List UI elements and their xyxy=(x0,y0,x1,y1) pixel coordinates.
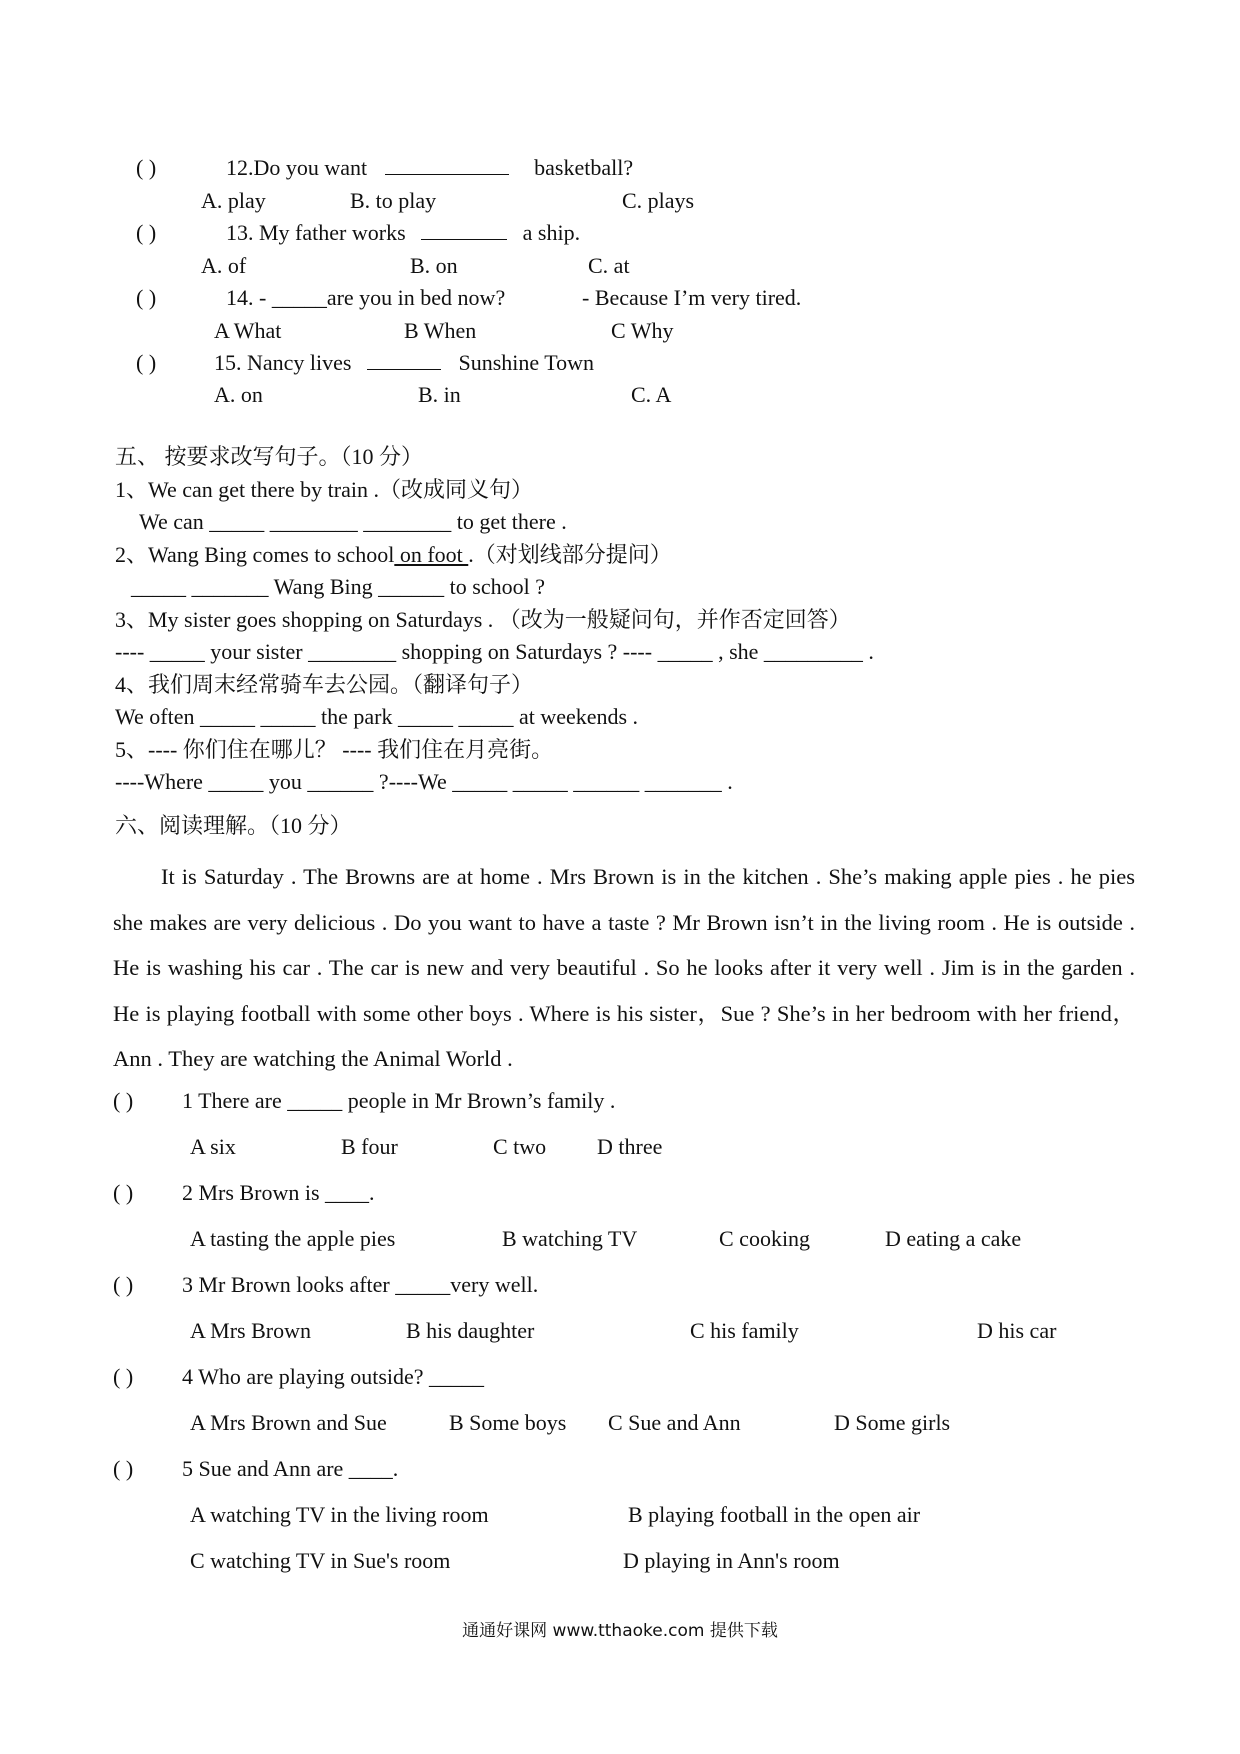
reading-q3-paren: ( ) xyxy=(113,1272,134,1297)
reading-passage xyxy=(113,854,1135,1082)
rewrite-4-answer-line[interactable]: We often _____ _____ the park _____ _____ at weekends . xyxy=(115,704,639,729)
option-c: C his family xyxy=(690,1318,799,1343)
section-5-heading: 五、 按要求改写句子。（10 分） xyxy=(115,444,424,469)
option-c: C watching TV in Sue's room xyxy=(190,1548,451,1573)
option-b: B. on xyxy=(410,253,458,278)
option-d: D eating a cake xyxy=(885,1226,1022,1251)
answer-paren: ( ) xyxy=(136,220,157,245)
option-d: D Some girls xyxy=(834,1410,951,1435)
option-b: B. in xyxy=(418,382,461,407)
option-c: C. at xyxy=(588,253,630,278)
question-13-stem: 13. My father works a ship. xyxy=(226,220,581,245)
passage-text: It is Saturday . The Browns are at home . Mrs Brown is in the kitchen . She’s making apple pies . he pies she makes are very delicious . Do you want to have a taste ? Mr Brown isn’t in the living room . He is outside . He is washing his car . The car is new and very beautiful . So he looks after it very well . Jim is in the garden . He is playing football with some other boys . Where is his sister，Sue ? She’s in her bedroom with her friend，Ann . They are watching the Animal World . xyxy=(113,864,1135,1071)
option-a: A Mrs Brown and Sue xyxy=(190,1410,387,1435)
option-c: C cooking xyxy=(719,1226,811,1251)
question-14-stem: 14. - _____are you in bed now? xyxy=(226,285,506,310)
reading-q2-stem: 2 Mrs Brown is ____. xyxy=(182,1180,375,1205)
reading-q4-stem: 4 Who are playing outside? _____ xyxy=(182,1364,485,1389)
option-d: D playing in Ann's room xyxy=(623,1548,840,1573)
rewrite-4-prompt: 4、我们周末经常骑车去公园。（翻译句子） xyxy=(115,672,534,697)
reading-q2-paren: ( ) xyxy=(113,1180,134,1205)
rewrite-5-answer-line[interactable]: ----Where _____ you ______ ?----We _____ _____ ______ _______ . xyxy=(115,769,733,794)
reading-q1-paren: ( ) xyxy=(113,1088,134,1113)
answer-paren: ( ) xyxy=(136,285,157,310)
option-a: A. of xyxy=(201,253,247,278)
question-15 xyxy=(136,350,156,376)
underlined-phrase: on foot xyxy=(394,542,469,567)
answer-paren: ( ) xyxy=(136,350,157,375)
question-13 xyxy=(136,220,156,246)
answer-paren: ( ) xyxy=(136,155,157,180)
rewrite-3-prompt: 3、My sister goes shopping on Saturdays . （改为一般疑问句，并作否定回答） xyxy=(115,607,851,632)
option-a: A. on xyxy=(214,382,263,407)
option-a: A What xyxy=(214,318,282,343)
question-12-stem: 12.Do you want basketball? xyxy=(226,155,634,180)
question-15-stem: 15. Nancy lives Sunshine Town xyxy=(214,350,595,375)
rewrite-2-answer-line[interactable]: _____ _______ Wang Bing ______ to school ? xyxy=(131,574,545,599)
option-c: C. plays xyxy=(622,188,695,213)
answer-blank[interactable] xyxy=(385,156,509,175)
reading-q5-paren: ( ) xyxy=(113,1456,134,1481)
option-d: D three xyxy=(597,1134,663,1159)
rewrite-3-answer-line[interactable]: ---- _____ your sister ________ shopping on Saturdays ? ---- _____ , she _________ . xyxy=(115,639,874,664)
rewrite-1-answer-line[interactable]: We can _____ ________ ________ to get there . xyxy=(139,509,567,534)
rewrite-5-prompt: 5、---- 你们住在哪儿？ ---- 我们住在月亮街。 xyxy=(115,737,554,762)
page-footer: 通通好课网 www.tthaoke.com 提供下载 xyxy=(462,1621,778,1641)
question-12 xyxy=(136,155,156,181)
option-b: B Some boys xyxy=(449,1410,567,1435)
option-b: B watching TV xyxy=(502,1226,638,1251)
reading-q1-stem: 1 There are _____ people in Mr Brown’s family . xyxy=(182,1088,616,1113)
reading-q5-stem: 5 Sue and Ann are ____. xyxy=(182,1456,399,1481)
option-a: A. play xyxy=(201,188,266,213)
option-b: B his daughter xyxy=(406,1318,535,1343)
option-b: B When xyxy=(404,318,477,343)
option-c: C. A xyxy=(631,382,672,407)
reading-q3-stem: 3 Mr Brown looks after _____very well. xyxy=(182,1272,539,1297)
option-b: B. to play xyxy=(350,188,437,213)
option-a: A six xyxy=(190,1134,236,1159)
option-a: A tasting the apple pies xyxy=(190,1226,396,1251)
option-a: A Mrs Brown xyxy=(190,1318,312,1343)
reading-q4-paren: ( ) xyxy=(113,1364,134,1389)
option-c: C Why xyxy=(611,318,674,343)
question-14-reply: - Because I’m very tired. xyxy=(582,285,802,310)
option-c: C Sue and Ann xyxy=(608,1410,741,1435)
option-b: B four xyxy=(341,1134,398,1159)
rewrite-1-prompt: 1、We can get there by train .（改成同义句） xyxy=(115,477,533,502)
option-c: C two xyxy=(493,1134,547,1159)
option-b: B playing football in the open air xyxy=(628,1502,921,1527)
option-a: A watching TV in the living room xyxy=(190,1502,489,1527)
option-d: D his car xyxy=(977,1318,1057,1343)
question-14 xyxy=(136,285,156,311)
answer-blank[interactable] xyxy=(421,221,507,240)
answer-blank[interactable] xyxy=(367,351,441,370)
section-6-heading: 六、阅读理解。（10 分） xyxy=(115,813,352,838)
rewrite-2-prompt: 2、Wang Bing comes to school on foot .（对划线部分提问） xyxy=(115,542,672,567)
